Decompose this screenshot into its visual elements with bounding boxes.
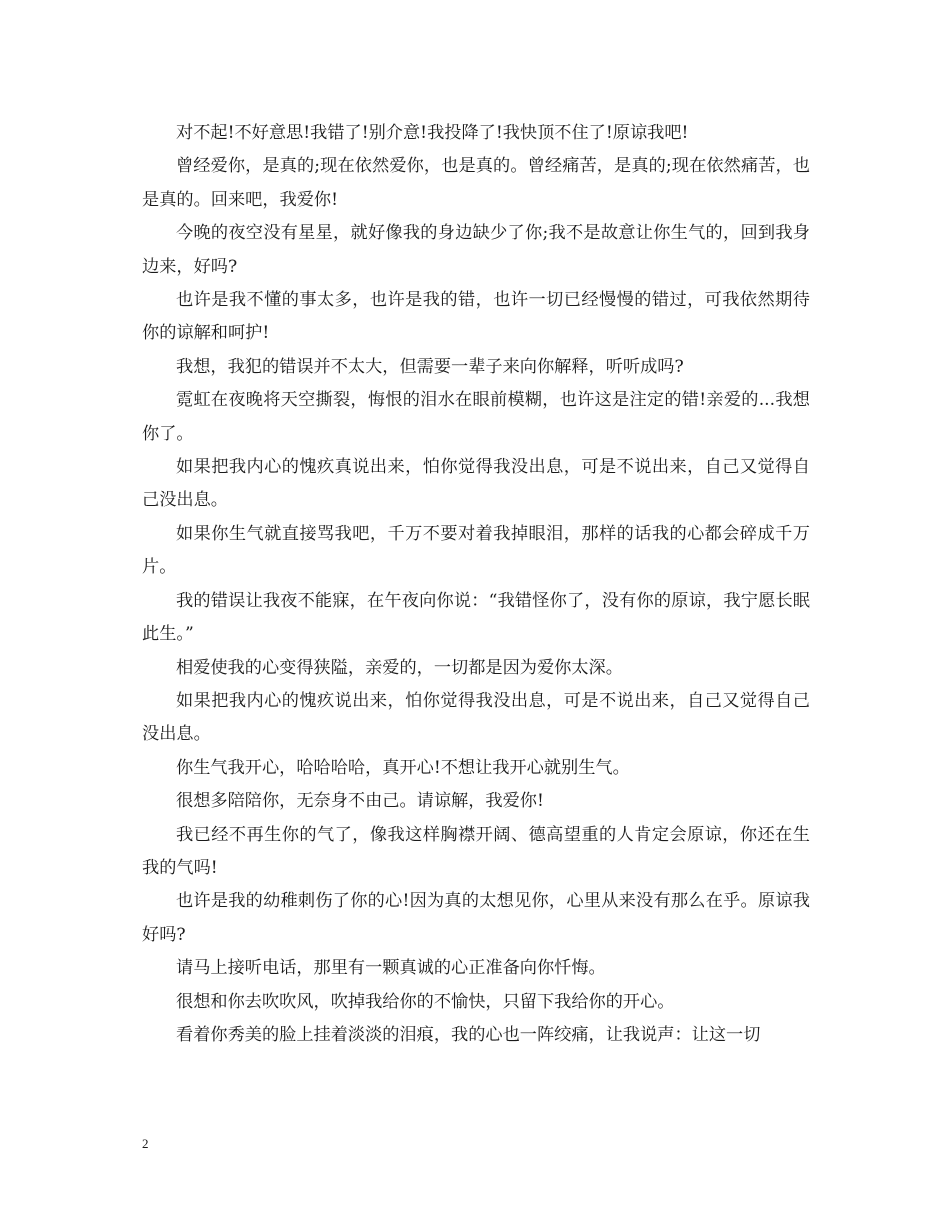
- paragraph: 如果把我内心的愧疚说出来，怕你觉得我没出息，可是不说出来，自己又觉得自己没出息。: [142, 690, 810, 745]
- paragraph: 霓虹在夜晚将天空撕裂，悔恨的泪水在眼前模糊，也许这是注定的错!亲爱的...我想你了。: [142, 390, 810, 444]
- paragraph: 对不起!不好意思!我错了!别介意!我投降了!我快顶不住了!原谅我吧!: [176, 123, 689, 143]
- paragraph: 很想和你去吹吹风，吹掉我给你的不愉快，只留下我给你的开心。: [176, 991, 675, 1012]
- paragraph: 看着你秀美的脸上挂着淡淡的泪痕，我的心也一阵绞痛，让我说声：让这一切: [176, 1024, 761, 1045]
- paragraph: 相爱使我的心变得狭隘，亲爱的，一切都是因为爱你太深。: [176, 657, 623, 678]
- paragraph: 也许是我的幼稚刺伤了你的心!因为真的太想见你，心里从来没有那么在乎。原谅我好吗?: [142, 891, 810, 945]
- paragraph: 你生气我开心，哈哈哈哈，真开心!不想让我开心就别生气。: [176, 757, 630, 778]
- paragraph: 请马上接听电话，那里有一颗真诚的心正准备向你忏悔。: [176, 958, 606, 979]
- paragraph: 如果你生气就直接骂我吧，千万不要对着我掉眼泪，那样的话我的心都会碎成千万片。: [142, 523, 810, 578]
- paragraph: 也许是我不懂的事太多，也许是我的错，也许一切已经慢慢的错过，可我依然期待你的谅解和呵护!: [142, 290, 810, 344]
- paragraph: 曾经爱你，是真的;现在依然爱你，也是真的。曾经痛苦，是真的;现在依然痛苦，也是真的。回来吧，我爱你!: [142, 156, 810, 210]
- page-body: [142, 117, 810, 1052]
- paragraph: 如果把我内心的愧疚真说出来，怕你觉得我没出息，可是不说出来，自己又觉得自己没出息。: [142, 457, 810, 511]
- page-number: 2: [142, 1136, 149, 1151]
- paragraph: 今晚的夜空没有星星，就好像我的身边缺少了你;我不是故意让你生气的，回到我身边来，好吗?: [142, 223, 810, 277]
- paragraph: 我已经不再生你的气了，像我这样胸襟开阔、德高望重的人肯定会原谅，你还在生我的气吗!: [142, 824, 810, 878]
- paragraph: 我想，我犯的错误并不太大，但需要一辈子来向你解释，听听成吗?: [176, 356, 684, 377]
- paragraph: 很想多陪陪你，无奈身不由己。请谅解，我爱你!: [176, 791, 544, 812]
- paragraph: 我的错误让我夜不能寐，在午夜向你说：“我错怪你了，没有你的原谅，我宁愿长眠此生。”: [142, 590, 810, 645]
